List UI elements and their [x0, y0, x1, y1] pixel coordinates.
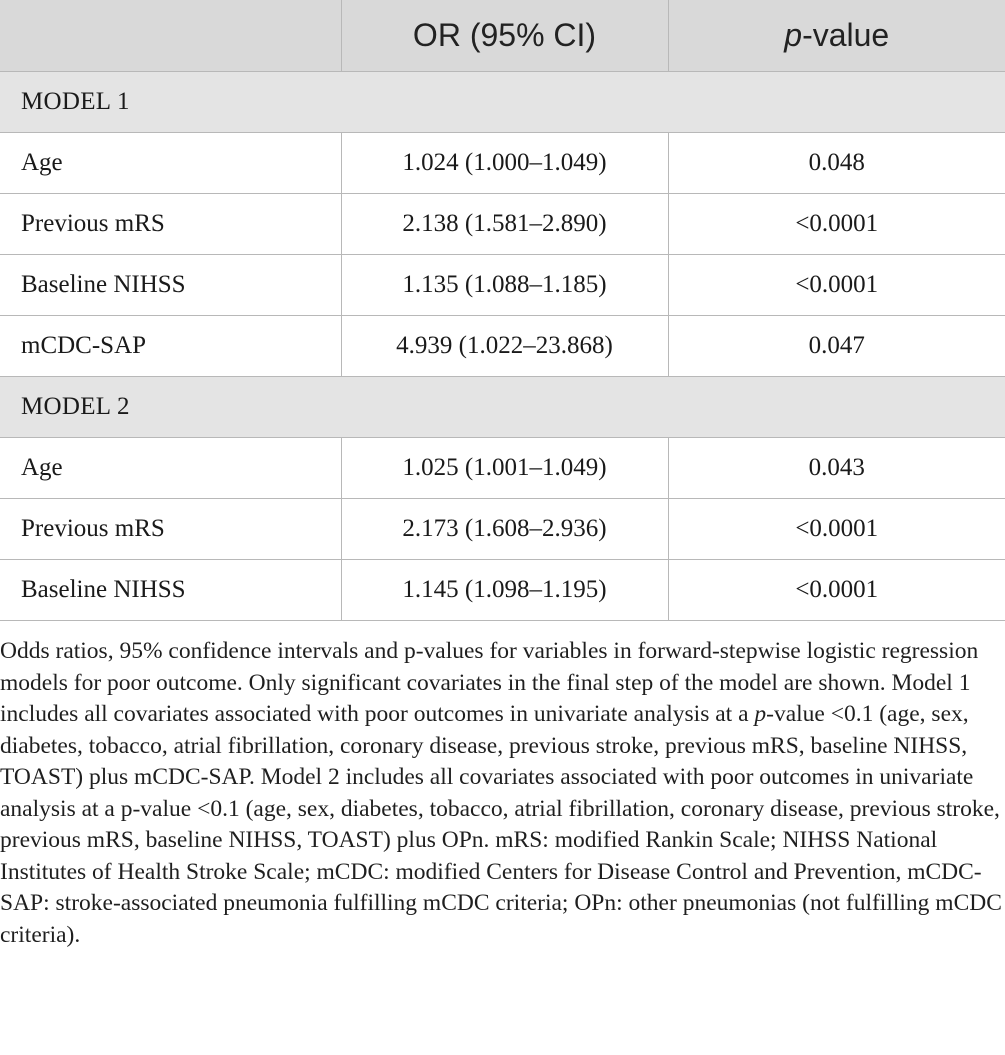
- header-row: [0, 0, 1005, 72]
- header-variable: [0, 0, 341, 72]
- or-ci-cell: 4.939 (1.022–23.868): [341, 316, 668, 377]
- p-value-cell: <0.0001: [668, 560, 1005, 621]
- table-row: [0, 560, 1005, 621]
- or-ci-cell: 1.024 (1.000–1.049): [341, 133, 668, 194]
- footnote-p-italic: p: [754, 701, 767, 727]
- header-p-italic: p: [784, 17, 803, 53]
- table-row: [0, 194, 1005, 255]
- variable-cell: Previous mRS: [0, 194, 341, 255]
- table-footnote: [0, 636, 1003, 951]
- table-row: [0, 133, 1005, 194]
- or-ci-cell: 1.025 (1.001–1.049): [341, 438, 668, 499]
- variable-cell: Previous mRS: [0, 499, 341, 560]
- table-row: [0, 255, 1005, 316]
- model-2-label: MODEL 2: [0, 377, 1005, 438]
- variable-cell: mCDC-SAP: [0, 316, 341, 377]
- p-value-cell: <0.0001: [668, 255, 1005, 316]
- model-1-label: MODEL 1: [0, 72, 1005, 133]
- or-ci-cell: 1.135 (1.088–1.185): [341, 255, 668, 316]
- footnote-part-2: -value <0.1 (age, sex, diabetes, tobacco, atrial fibrillation, coronary disease, previous stroke, previous mRS, baseline NIHSS, TOAST) plus mCDC-SAP. Model 2 includes all covariates associated with poor outcomes in univariate analysis at a p-value <0.1 (age, sex, diabetes, tobacco, atrial fibrillation, coronary disease, previous stroke, previous mRS, baseline NIHSS, TOAST) plus OPn. mRS: modified Rankin Scale; NIHSS National Institutes of Health Stroke Scale; mCDC: modified Centers for Disease Control and Prevention, mCDC-SAP: stroke-associated pneumonia fulfilling mCDC criteria; OPn: other pneumonias (not fulfilling mCDC criteria).: [0, 701, 1002, 948]
- variable-cell: Age: [0, 133, 341, 194]
- table-row: [0, 316, 1005, 377]
- model-2-group-row: [0, 377, 1005, 438]
- table-row: [0, 499, 1005, 560]
- p-value-cell: 0.043: [668, 438, 1005, 499]
- header-or-ci: OR (95% CI): [341, 0, 668, 72]
- or-ci-cell: 1.145 (1.098–1.195): [341, 560, 668, 621]
- or-ci-cell: 2.173 (1.608–2.936): [341, 499, 668, 560]
- p-value-cell: 0.048: [668, 133, 1005, 194]
- variable-cell: Baseline NIHSS: [0, 560, 341, 621]
- p-value-cell: <0.0001: [668, 194, 1005, 255]
- header-p-value: [668, 0, 1005, 72]
- model-1-group-row: [0, 72, 1005, 133]
- variable-cell: Age: [0, 438, 341, 499]
- variable-cell: Baseline NIHSS: [0, 255, 341, 316]
- p-value-cell: <0.0001: [668, 499, 1005, 560]
- table-row: [0, 438, 1005, 499]
- or-ci-cell: 2.138 (1.581–2.890): [341, 194, 668, 255]
- header-p-rest: -value: [802, 17, 890, 53]
- footnote-part-1: Odds ratios, 95% confidence intervals and p-values for variables in forward-stepwise logistic regression models for poor outcome. Only significant covariates in the final step of the model are shown. Model 1 includes all covariates associated with poor outcomes in univariate analysis at a: [0, 638, 979, 727]
- p-value-cell: 0.047: [668, 316, 1005, 377]
